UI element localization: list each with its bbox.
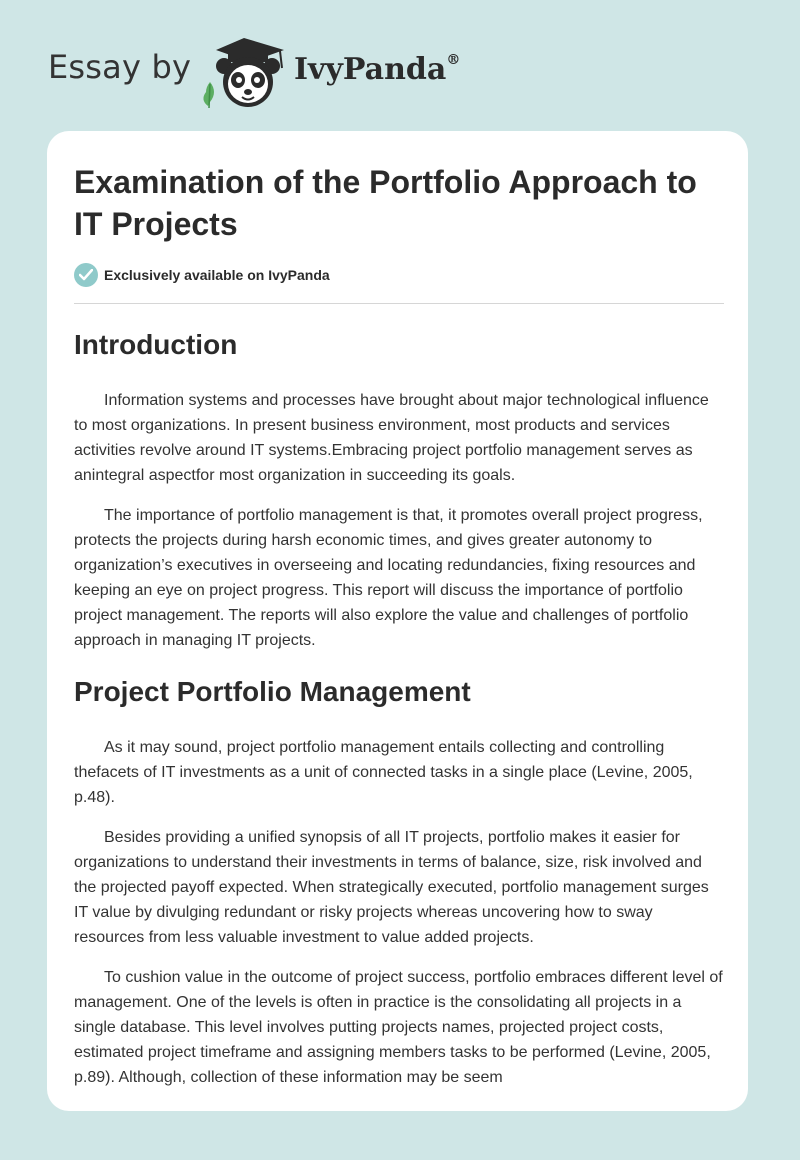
trademark-symbol: ® xyxy=(446,52,461,68)
site-header xyxy=(0,0,800,130)
title-divider xyxy=(74,303,724,304)
section-heading-introduction: Introduction xyxy=(74,329,238,360)
panda-graduate-icon[interactable] xyxy=(200,34,290,110)
essay-title: Examination of the Portfolio Approach to IT Projects xyxy=(74,164,697,242)
exclusive-badge xyxy=(74,262,724,288)
brand-name[interactable] xyxy=(294,52,460,87)
exclusive-label: Exclusively available on IvyPanda xyxy=(104,267,330,283)
paragraph: Information systems and processes have brought about major technological influence to most organizations. In present business environment, most products and services activities revolve around IT systems.Embracing project portfolio management serves as anintegral aspectfor most organization in succeeding its goals. xyxy=(74,392,709,484)
paragraph: Besides providing a unified synopsis of all IT projects, portfolio makes it easier for organizations to understand their investments in terms of balance, size, risk involved and the projected payoff expected. When strategically executed, portfolio management surges IT value by divulging redundant or risky projects whereas uncovering how to sway resources from less valuable investment to value added projects. xyxy=(74,829,709,946)
paragraph: As it may sound, project portfolio management entails collecting and controlling thefacets of IT investments as a unit of connected tasks in a single place (Levine, 2005, p.48). xyxy=(74,739,693,806)
paragraph: The importance of portfolio management is that, it promotes overall project progress, protects the projects during harsh economic times, and gives greater autonomy to organization’s executives in overseeing and locating redundancies, fixing resources and keeping an eye on project progress. This report will discuss the importance of portfolio project management. The reports will also explore the value and challenges of portfolio approach in managing IT projects. xyxy=(74,507,703,649)
paragraph: To cushion value in the outcome of project success, portfolio embraces different level of management. One of the levels is often in practice is the consolidating all projects in a single database. This level involves putting projects names, projected project costs, estimated project timeframe and assigning members tasks to be performed (Levine, 2005, p.89). Although, collection of these information may be seem xyxy=(74,969,723,1086)
section-heading-project-portfolio-management: Project Portfolio Management xyxy=(74,676,471,707)
essay-card xyxy=(47,131,748,1111)
check-circle-icon xyxy=(74,263,98,287)
essay-by-label: Essay by xyxy=(48,48,192,86)
essay-content xyxy=(74,161,724,1090)
brand-name-text: IvyPanda xyxy=(294,52,447,87)
